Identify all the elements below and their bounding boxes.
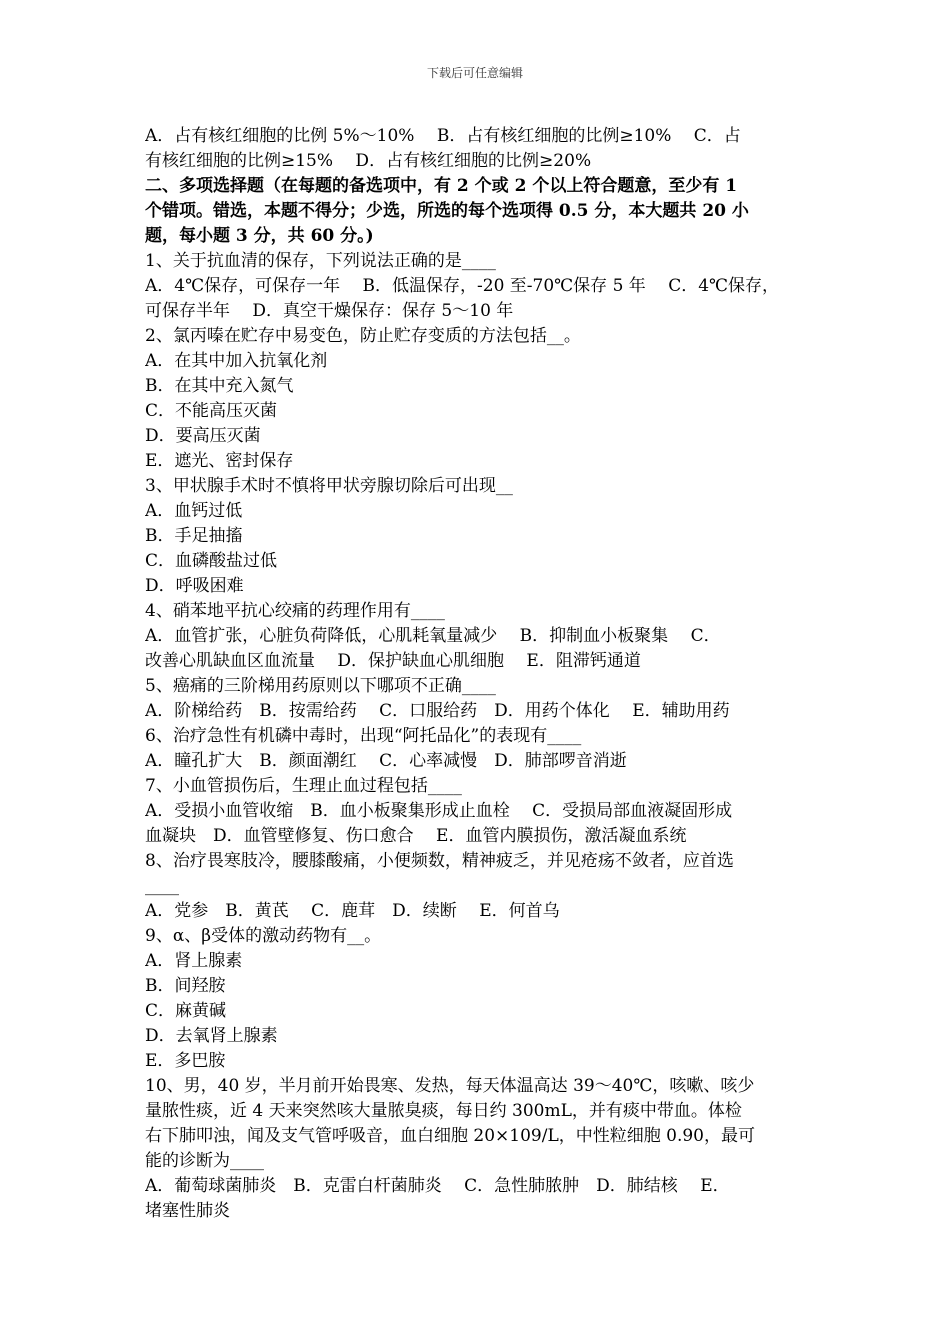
text-line: A．瞳孔扩大 B．颜面潮红 C．心率减慢 D．肺部啰音消逝 (145, 751, 627, 771)
text-line: 堵塞性肺炎 (145, 1201, 230, 1221)
text-line: 二、多项选择题（在每题的备选项中，有 2 个或 2 个以上符合题意，至少有 1 (145, 176, 738, 196)
text-line: 4、硝苯地平抗心绞痛的药理作用有____ (145, 601, 445, 621)
text-line: D．去氧肾上腺素 (145, 1026, 278, 1046)
text-line: E．多巴胺 (145, 1051, 226, 1071)
text-line: 2、氯丙嗪在贮存中易变色，防止贮存变质的方法包括__。 (145, 326, 581, 346)
text-line: 个错项。错选，本题不得分；少选，所选的每个选项得 0.5 分，本大题共 20 小 (145, 201, 749, 221)
text-line: E．遮光、密封保存 (145, 451, 294, 471)
text-line: C．不能高压灭菌 (145, 401, 278, 421)
text-line: 量脓性痰，近 4 天来突然咳大量脓臭痰，每日约 300mL，并有痰中带血。体检 (145, 1101, 742, 1121)
text-line: 10、男，40 岁，半月前开始畏寒、发热，每天体温高达 39～40℃，咳嗽、咳少 (145, 1076, 755, 1096)
text-line: 题，每小题 3 分，共 60 分。) (145, 226, 374, 246)
text-line: A．阶梯给药 B．按需给药 C．口服给药 D．用药个体化 E．辅助用药 (145, 701, 730, 721)
text-line: 可保存半年 D．真空干燥保存：保存 5～10 年 (145, 301, 514, 321)
text-line: A．肾上腺素 (145, 951, 243, 971)
text-line: D．要高压灭菌 (145, 426, 261, 446)
text-line: 5、癌痛的三阶梯用药原则以下哪项不正确____ (145, 676, 496, 696)
text-line: 7、小血管损伤后，生理止血过程包括____ (145, 776, 462, 796)
document-body (145, 124, 817, 1224)
text-line: A．血管扩张，心脏负荷降低，心肌耗氧量减少 B．抑制血小板聚集 C． (145, 626, 721, 646)
text-line: A．4℃保存，可保存一年 B．低温保存，-20 至-70℃保存 5 年 C．4℃保存， (145, 276, 780, 296)
text-line: D．呼吸困难 (145, 576, 244, 596)
text-line: B．手足抽搐 (145, 526, 243, 546)
text-line: ____ (145, 876, 179, 896)
text-line: B．间羟胺 (145, 976, 226, 996)
text-line: A．在其中加入抗氧化剂 (145, 351, 328, 371)
text-line: 血凝块 D．血管壁修复、伤口愈合 E．血管内膜损伤，激活凝血系统 (145, 826, 687, 846)
text-line: B．在其中充入氮气 (145, 376, 294, 396)
text-line: 改善心肌缺血区血流量 D．保护缺血心肌细胞 E．阻滞钙通道 (145, 651, 641, 671)
text-line: 3、甲状腺手术时不慎将甲状旁腺切除后可出现__ (145, 476, 513, 496)
text-line: C．血磷酸盐过低 (145, 551, 278, 571)
text-line: A．占有核红细胞的比例 5%～10% B．占有核红细胞的比例≥10% C．占 (145, 126, 741, 146)
text-line: C．麻黄碱 (145, 1001, 227, 1021)
page-header: 下载后可任意编辑 (426, 66, 523, 80)
text-line: A．血钙过低 (145, 501, 243, 521)
text-line: 1、关于抗血清的保存，下列说法正确的是____ (145, 251, 496, 271)
text-line: 8、治疗畏寒肢冷，腰膝酸痛，小便频数，精神疲乏，并见疮疡不敛者，应首选 (145, 851, 734, 871)
text-line: 有核红细胞的比例≥15% D．占有核红细胞的比例≥20% (145, 151, 592, 171)
text-line: A．葡萄球菌肺炎 B．克雷白杆菌肺炎 C．急性肺脓肿 D．肺结核 E． (145, 1176, 730, 1196)
text-line: 9、α、β受体的激动药物有__。 (145, 926, 382, 946)
text-line: 右下肺叩浊，闻及支气管呼吸音，血白细胞 20×109/L，中性粒细胞 0.90，最可 (145, 1126, 755, 1146)
text-line: 6、治疗急性有机磷中毒时，出现“阿托品化”的表现有____ (145, 726, 582, 746)
text-line: 能的诊断为____ (145, 1151, 264, 1171)
text-line: A．受损小血管收缩 B．血小板聚集形成止血栓 C．受损局部血液凝固形成 (145, 801, 733, 821)
text-line: A．党参 B．黄芪 C．鹿茸 D．续断 E．何首乌 (145, 901, 560, 921)
